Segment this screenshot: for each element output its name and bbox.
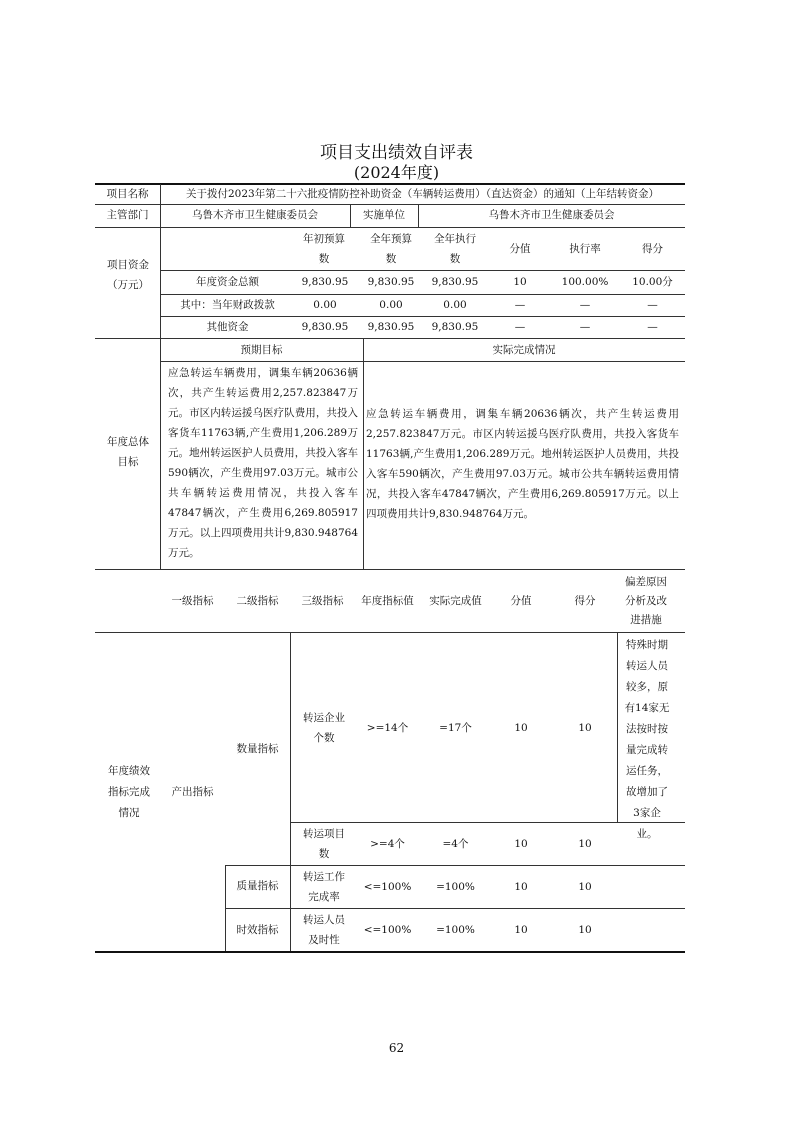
- department-value: 乌鲁木齐市卫生健康委员会: [192, 209, 318, 221]
- indicator-score: 10: [578, 880, 592, 893]
- indicator-score-value: 10: [514, 837, 528, 850]
- funds-header-annual-budget: 全年预算数: [370, 233, 412, 265]
- indicator-deviation-note: 特殊时期转运人员较多，原有14家无法按时按量完成转运任务，故增加了3家企业。: [624, 639, 670, 840]
- indicator-score: 10: [578, 923, 592, 936]
- actual-completion-header: 实际完成情况: [492, 343, 556, 356]
- goals-label: 年度总体目标: [107, 436, 149, 468]
- funds-cell: 9,830.95: [431, 321, 479, 333]
- funds-header-annual-executed: 全年执行数: [434, 233, 476, 265]
- funds-cell: 9,830.95: [431, 276, 479, 288]
- rule: [225, 908, 685, 909]
- indicator-target: <=100%: [363, 923, 412, 936]
- rule: [95, 632, 685, 633]
- table-bottom-border: [95, 951, 685, 953]
- indicators-section-label: 年度绩效指标完成情况: [108, 764, 150, 819]
- indicator-header-score-value: 分值: [510, 594, 532, 607]
- rule: [160, 338, 161, 569]
- indicator-level3: 转运项目数: [303, 828, 345, 860]
- funds-label: 项目资金（万元）: [107, 259, 149, 291]
- funds-cell: —: [647, 299, 658, 311]
- funds-cell: 10.00分: [632, 276, 673, 288]
- funds-cell: 9,830.95: [367, 276, 415, 288]
- indicator-level3: 转运企业个数: [303, 712, 345, 744]
- expected-goal-text: 应急转运车辆费用，调集车辆20636辆次，共产生转运费用2,257.823847万元。市区内转运援乌医疗队费用，共投入客货车11763辆,产生费用1,206.289万元。地州转运医护人员费用，共投入客车590辆次，产生费用97.03万元。城市公共车辆转运费用情况，共投入客车47847辆次，产生费用6,269.805917万元。以上四项费用共计9,830.948764万元。: [168, 367, 358, 559]
- funds-row-fiscal-name: 其中：当年财政拨款: [180, 299, 275, 311]
- indicator-target: <=100%: [363, 880, 412, 893]
- funds-cell: —: [514, 321, 526, 333]
- indicator-score: 10: [578, 721, 592, 734]
- indicator-target: >=14个: [366, 721, 409, 734]
- indicator-actual: =100%: [436, 923, 475, 936]
- indicator-level2-timeliness: 时效指标: [236, 923, 279, 936]
- funds-header-execution-rate: 执行率: [569, 242, 601, 255]
- funds-cell: 9,830.95: [301, 321, 349, 333]
- indicator-level2-quantity: 数量指标: [236, 742, 279, 755]
- funds-cell: 0.00: [379, 299, 403, 311]
- indicator-level1: 产出指标: [171, 785, 214, 798]
- indicator-header-score: 得分: [574, 594, 596, 607]
- funds-row-other-name: 其他资金: [206, 321, 249, 333]
- project-name-value: 关于拨付2023年第二十六批疫情防控补助资金（车辆转运费用）（直达资金）的通知（上年结转资金）: [186, 187, 659, 200]
- indicator-level3: 转运工作完成率: [303, 871, 345, 903]
- funds-header-score-value: 分值: [509, 242, 531, 255]
- indicator-score-value: 10: [514, 880, 528, 893]
- rule: [160, 361, 685, 362]
- page-number: 62: [388, 1041, 405, 1055]
- project-name-label: 项目名称: [106, 187, 149, 200]
- funds-cell: 100.00%: [561, 276, 609, 288]
- implementing-unit-value: 乌鲁木齐市卫生健康委员会: [488, 209, 615, 221]
- indicator-actual: =100%: [436, 880, 475, 893]
- funds-cell: —: [579, 299, 591, 311]
- indicator-actual: =4个: [442, 837, 469, 850]
- funds-cell: 9,830.95: [301, 276, 349, 288]
- indicator-level3: 转运人员及时性: [303, 914, 345, 946]
- funds-header-score: 得分: [642, 242, 663, 255]
- rule: [363, 338, 364, 569]
- indicator-actual: =17个: [439, 721, 472, 734]
- implementing-unit-label: 实施单位: [363, 209, 405, 221]
- indicator-header-level1: 一级指标: [171, 594, 214, 607]
- rule: [225, 865, 685, 866]
- indicator-level2-quality: 质量指标: [236, 879, 279, 892]
- funds-cell: 0.00: [313, 299, 337, 311]
- funds-header-initial-budget: 年初预算数: [303, 233, 345, 265]
- rule: [290, 632, 291, 951]
- indicator-header-level3: 三级指标: [301, 594, 344, 607]
- indicator-score-value: 10: [514, 721, 528, 734]
- indicator-target: >=4个: [370, 837, 405, 850]
- funds-cell: —: [579, 321, 591, 333]
- actual-completion-text: 应急转运车辆费用，调集车辆20636辆次，共产生转运费用2,257.823847万元。市区内转运援乌医疗队费用，共投入客货车11763辆,产生费用1,206.289万元。地州转运医护人员费用，共投入客车590辆次，产生费用97.03万元。城市公共车辆转运费用情况，共投入客车47847辆次，产生费用6,269.805917万元。以上四项费用共计9,830.948764万元。: [366, 408, 679, 520]
- indicator-header-target: 年度指标值: [361, 595, 414, 607]
- funds-row-total-name: 年度资金总额: [196, 276, 259, 288]
- indicator-header-deviation: 偏差原因分析及改进措施: [625, 575, 667, 626]
- rule: [617, 632, 618, 822]
- page-subtitle: (2024年度): [353, 163, 440, 182]
- funds-cell: 10: [513, 276, 527, 288]
- indicator-header-actual: 实际完成值: [429, 595, 482, 607]
- funds-cell: 0.00: [443, 299, 467, 311]
- indicator-score: 10: [578, 837, 592, 850]
- department-label: 主管部门: [106, 209, 149, 221]
- indicator-header-level2: 二级指标: [236, 594, 279, 607]
- expected-goal-header: 预期目标: [240, 343, 283, 356]
- funds-cell: —: [647, 321, 658, 333]
- funds-cell: 9,830.95: [367, 321, 415, 333]
- funds-cell: —: [514, 299, 526, 311]
- page-title: 项目支出绩效自评表: [320, 143, 473, 163]
- indicator-score-value: 10: [514, 923, 528, 936]
